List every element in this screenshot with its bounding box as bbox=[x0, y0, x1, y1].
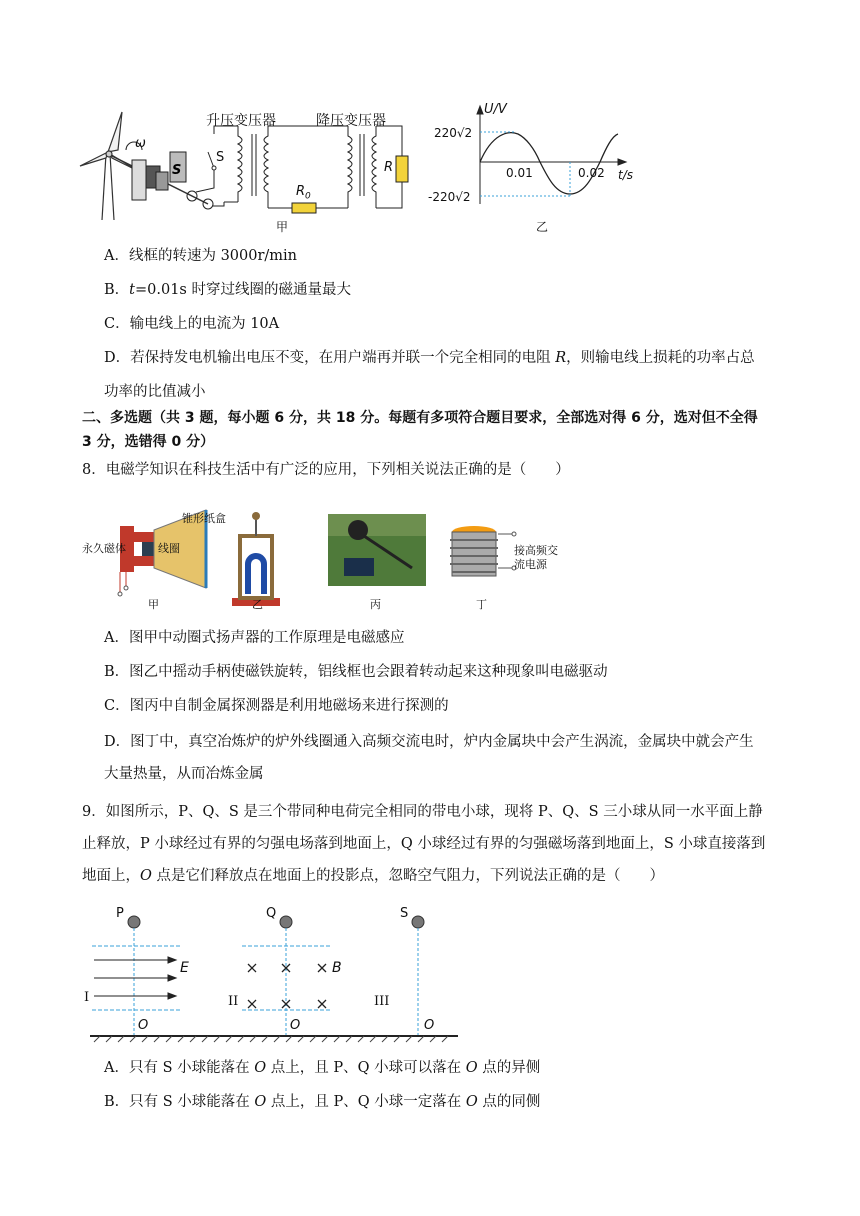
caption-yi: 乙 bbox=[536, 220, 549, 234]
r-label: R bbox=[384, 160, 394, 175]
furnace-icon bbox=[450, 526, 516, 576]
magnetic-field-crosses bbox=[248, 964, 326, 1008]
tick-top: 220√2 bbox=[434, 126, 473, 140]
q7-option-c: C．输电线上的电流为 10A bbox=[104, 316, 280, 332]
magnet-s-label: S bbox=[172, 163, 182, 178]
metal-detector-photo bbox=[328, 514, 426, 586]
u-axis-label: U/V bbox=[484, 102, 507, 117]
caption-ding-q8: 丁 bbox=[476, 598, 487, 611]
ball-s bbox=[412, 916, 424, 928]
ball-p bbox=[128, 916, 140, 928]
q8-option-d: D．图丁中，真空冶炼炉的炉外线圈通入高频交流电时，炉内金属块中会产生涡流，金属块中就会产生 bbox=[104, 734, 754, 750]
q7-option-d-cont: 功率的比值减小 bbox=[104, 384, 206, 400]
r0-label: $R_0$ bbox=[296, 184, 311, 202]
q8-diagrams bbox=[82, 506, 642, 612]
q9-stem-1: 9．如图所示，P、Q、S 是三个带同种电荷完全相同的带电小球，现将 P、Q、S 三小球从同一水平面上静 bbox=[82, 804, 763, 820]
figure-q9 bbox=[82, 904, 462, 1046]
q8-option-d-cont: 大量热量，从而冶炼金属 bbox=[104, 766, 264, 782]
q8-stem: 8．电磁学知识在科技生活中有广泛的应用，下列相关说法正确的是（ ） bbox=[82, 462, 570, 478]
q9-option-b: B．只有 S 小球能落在 O 点上，且 P、Q 小球一定落在 O 点的同侧 bbox=[104, 1094, 541, 1110]
label-p: P bbox=[116, 906, 124, 921]
label-coil: 线圈 bbox=[158, 542, 180, 555]
label-magnet: 永久磁体 bbox=[82, 542, 126, 555]
label-hf-2: 流电源 bbox=[514, 558, 547, 571]
label-region-3: III bbox=[374, 994, 390, 1009]
caption-bing-q8: 丙 bbox=[370, 598, 381, 611]
tick-bottom: -220√2 bbox=[428, 190, 471, 204]
q8-option-a: A．图甲中动圈式扬声器的工作原理是电磁感应 bbox=[104, 630, 405, 646]
t-axis-label: t/s bbox=[618, 168, 633, 182]
label-e: E bbox=[180, 960, 189, 976]
tick-001: 0.01 bbox=[506, 166, 533, 180]
caption-yi-q8: 乙 bbox=[252, 598, 263, 611]
voltage-graph bbox=[477, 106, 626, 204]
switch-label: S bbox=[216, 150, 225, 165]
q9-option-a: A．只有 S 小球能落在 O 点上，且 P、Q 小球可以落在 O 点的异侧 bbox=[104, 1060, 541, 1076]
label-o-1: O bbox=[138, 1018, 149, 1033]
step-up-label: 升压变压器 bbox=[206, 113, 276, 129]
caption-jia-q8: 甲 bbox=[148, 598, 159, 611]
figure-q8 bbox=[82, 506, 642, 612]
label-o-3: O bbox=[424, 1018, 435, 1033]
q7-option-b: B．t=0.01s 时穿过线圈的磁通量最大 bbox=[104, 282, 351, 298]
q8-option-b: B．图乙中摇动手柄使磁铁旋转，铝线框也会跟着转动起来这种现象叫电磁驱动 bbox=[104, 664, 608, 680]
label-region-1: I bbox=[84, 990, 90, 1005]
label-b: B bbox=[332, 960, 342, 976]
caption-jia: 甲 bbox=[276, 220, 289, 234]
r-resistor bbox=[396, 156, 408, 182]
q7-option-a: A．线框的转速为 3000r/min bbox=[104, 248, 298, 264]
tick-002: 0.02 bbox=[578, 166, 605, 180]
section-heading-cont: 3 分，选错得 0 分） bbox=[82, 434, 215, 450]
label-o-2: O bbox=[290, 1018, 301, 1033]
electric-field-arrows bbox=[94, 957, 176, 999]
ball-q bbox=[280, 916, 292, 928]
omega-label: ω bbox=[135, 136, 146, 151]
label-q: Q bbox=[266, 906, 277, 921]
label-region-2: II bbox=[228, 994, 239, 1009]
label-s: S bbox=[400, 906, 409, 921]
figure-transmission bbox=[78, 104, 638, 240]
label-cone: 锥形纸盒 bbox=[182, 512, 226, 525]
label-hf-1: 接高频交 bbox=[514, 544, 558, 557]
section-heading: 二、多选题（共 3 题，每小题 6 分，共 18 分。每题有多项符合题目要求，全部选对得 6 分，选对但不全得 bbox=[82, 410, 758, 426]
q7-option-d: D．若保持发电机输出电压不变，在用户端再并联一个完全相同的电阻 R，则输电线上损耗的功率占总 bbox=[104, 350, 755, 366]
rotating-magnet-icon bbox=[232, 512, 280, 606]
q9-stem-3: 地面上，O 点是它们释放点在地面上的投影点，忽略空气阻力，下列说法正确的是（ ） bbox=[82, 868, 664, 884]
r0-resistor bbox=[292, 203, 316, 213]
step-down-label: 降压变压器 bbox=[316, 113, 386, 129]
q8-option-c: C．图丙中自制金属探测器是利用地磁场来进行探测的 bbox=[104, 698, 449, 714]
q9-stem-2: 止释放，P 小球经过有界的匀强电场落到地面上，Q 小球经过有界的匀强磁场落到地面上，S 小球直接落到 bbox=[82, 836, 766, 852]
